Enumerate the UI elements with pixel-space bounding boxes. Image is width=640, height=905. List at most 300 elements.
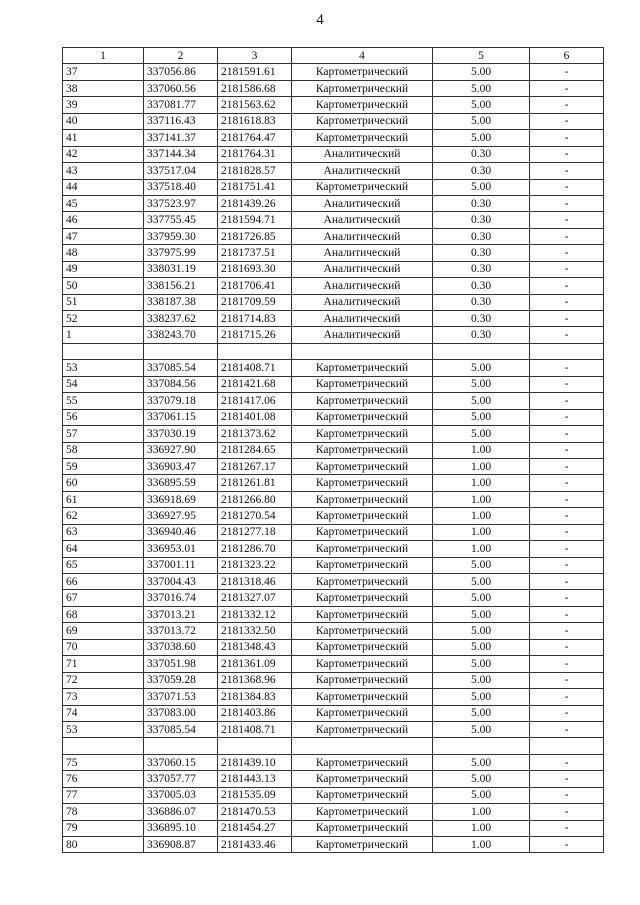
header-row [63, 48, 604, 64]
y-coordinate-cell: 2181693.30 [218, 261, 292, 277]
x-coordinate-cell: 337013.21 [144, 606, 218, 622]
y-coordinate-cell: 2181408.71 [218, 360, 292, 376]
accuracy-cell [433, 343, 530, 359]
table-row [63, 458, 604, 474]
table-row [63, 426, 604, 442]
accuracy-cell: 1.00 [433, 458, 530, 474]
table-row [63, 245, 604, 261]
note-cell: - [530, 113, 604, 129]
point-number-cell: 41 [63, 130, 144, 146]
accuracy-cell: 5.00 [433, 721, 530, 737]
y-coordinate-cell: 2181323.22 [218, 557, 292, 573]
point-number-cell: 46 [63, 212, 144, 228]
x-coordinate-cell: 337755.45 [144, 212, 218, 228]
method-cell: Картометрический [292, 574, 433, 590]
note-cell: - [530, 409, 604, 425]
table-body [63, 64, 604, 853]
method-cell: Аналитический [292, 278, 433, 294]
y-coordinate-cell [218, 738, 292, 754]
note-cell: - [530, 458, 604, 474]
point-number-cell: 65 [63, 557, 144, 573]
accuracy-cell: 5.00 [433, 590, 530, 606]
y-coordinate-cell: 2181594.71 [218, 212, 292, 228]
point-number-cell: 56 [63, 409, 144, 425]
x-coordinate-cell: 337030.19 [144, 426, 218, 442]
note-cell: - [530, 212, 604, 228]
y-coordinate-cell: 2181751.41 [218, 179, 292, 195]
note-cell: - [530, 656, 604, 672]
table-row [63, 491, 604, 507]
table-row [63, 130, 604, 146]
method-cell: Картометрический [292, 689, 433, 705]
table-row [63, 311, 604, 327]
accuracy-cell: 0.30 [433, 146, 530, 162]
y-coordinate-cell: 2181408.71 [218, 721, 292, 737]
point-number-cell: 80 [63, 837, 144, 853]
table-row [63, 787, 604, 803]
note-cell: - [530, 689, 604, 705]
x-coordinate-cell: 337523.97 [144, 195, 218, 211]
x-coordinate-cell: 337061.15 [144, 409, 218, 425]
accuracy-cell: 5.00 [433, 97, 530, 113]
point-number-cell: 61 [63, 491, 144, 507]
method-cell: Картометрический [292, 524, 433, 540]
point-number-cell: 64 [63, 541, 144, 557]
point-number-cell: 53 [63, 721, 144, 737]
point-number-cell: 47 [63, 228, 144, 244]
accuracy-cell: 5.00 [433, 64, 530, 80]
x-coordinate-cell: 337141.37 [144, 130, 218, 146]
method-cell: Картометрический [292, 130, 433, 146]
method-cell: Картометрический [292, 426, 433, 442]
note-cell: - [530, 491, 604, 507]
y-coordinate-cell: 2181373.62 [218, 426, 292, 442]
point-number-cell: 40 [63, 113, 144, 129]
note-cell: - [530, 623, 604, 639]
point-number-cell: 78 [63, 804, 144, 820]
note-cell: - [530, 524, 604, 540]
x-coordinate-cell: 337517.04 [144, 163, 218, 179]
x-coordinate-cell: 338031.19 [144, 261, 218, 277]
table-row [63, 327, 604, 343]
x-coordinate-cell: 336908.87 [144, 837, 218, 853]
accuracy-cell: 1.00 [433, 820, 530, 836]
note-cell: - [530, 804, 604, 820]
y-coordinate-cell: 2181443.13 [218, 771, 292, 787]
point-number-cell: 77 [63, 787, 144, 803]
note-cell: - [530, 228, 604, 244]
accuracy-cell: 5.00 [433, 639, 530, 655]
table-row [63, 80, 604, 96]
method-cell: Картометрический [292, 639, 433, 655]
accuracy-cell: 5.00 [433, 754, 530, 770]
note-cell [530, 343, 604, 359]
accuracy-cell: 5.00 [433, 656, 530, 672]
y-coordinate-cell: 2181277.18 [218, 524, 292, 540]
point-number-cell: 51 [63, 294, 144, 310]
x-coordinate-cell: 337081.77 [144, 97, 218, 113]
y-coordinate-cell: 2181563.62 [218, 97, 292, 113]
method-cell: Аналитический [292, 228, 433, 244]
accuracy-cell: 5.00 [433, 771, 530, 787]
table-row [63, 409, 604, 425]
accuracy-cell: 5.00 [433, 393, 530, 409]
method-cell: Картометрический [292, 705, 433, 721]
point-number-cell: 52 [63, 311, 144, 327]
note-cell: - [530, 837, 604, 853]
method-cell: Картометрический [292, 179, 433, 195]
table-row [63, 623, 604, 639]
point-number-cell: 74 [63, 705, 144, 721]
point-number-cell: 62 [63, 508, 144, 524]
x-coordinate-cell: 337071.53 [144, 689, 218, 705]
note-cell: - [530, 64, 604, 80]
table-row [63, 113, 604, 129]
note-cell: - [530, 606, 604, 622]
method-cell: Картометрический [292, 508, 433, 524]
y-coordinate-cell: 2181535.09 [218, 787, 292, 803]
accuracy-cell: 1.00 [433, 442, 530, 458]
note-cell: - [530, 787, 604, 803]
note-cell: - [530, 245, 604, 261]
note-cell: - [530, 195, 604, 211]
x-coordinate-cell: 337016.74 [144, 590, 218, 606]
point-number-cell: 70 [63, 639, 144, 655]
x-coordinate-cell: 337060.15 [144, 754, 218, 770]
method-cell: Картометрический [292, 113, 433, 129]
table-row [63, 820, 604, 836]
note-cell: - [530, 376, 604, 392]
y-coordinate-cell: 2181286.70 [218, 541, 292, 557]
y-coordinate-cell: 2181384.83 [218, 689, 292, 705]
table-row [63, 606, 604, 622]
x-coordinate-cell: 337013.72 [144, 623, 218, 639]
accuracy-cell: 5.00 [433, 376, 530, 392]
y-coordinate-cell: 2181332.12 [218, 606, 292, 622]
point-number-cell: 60 [63, 475, 144, 491]
point-number-cell: 42 [63, 146, 144, 162]
y-coordinate-cell: 2181454.27 [218, 820, 292, 836]
y-coordinate-cell: 2181439.10 [218, 754, 292, 770]
y-coordinate-cell: 2181403.86 [218, 705, 292, 721]
note-cell: - [530, 426, 604, 442]
x-coordinate-cell: 338237.62 [144, 311, 218, 327]
y-coordinate-cell [218, 343, 292, 359]
method-cell: Картометрический [292, 541, 433, 557]
table-row [63, 195, 604, 211]
note-cell: - [530, 557, 604, 573]
method-cell: Картометрический [292, 787, 433, 803]
method-cell: Картометрический [292, 409, 433, 425]
point-number-cell: 37 [63, 64, 144, 80]
method-cell: Аналитический [292, 163, 433, 179]
x-coordinate-cell: 336918.69 [144, 491, 218, 507]
accuracy-cell: 5.00 [433, 113, 530, 129]
note-cell: - [530, 97, 604, 113]
y-coordinate-cell: 2181586.68 [218, 80, 292, 96]
y-coordinate-cell: 2181332.50 [218, 623, 292, 639]
method-cell: Картометрический [292, 656, 433, 672]
accuracy-cell: 0.30 [433, 212, 530, 228]
table-row [63, 508, 604, 524]
accuracy-cell: 0.30 [433, 163, 530, 179]
y-coordinate-cell: 2181737.51 [218, 245, 292, 261]
method-cell: Картометрический [292, 475, 433, 491]
table-row [63, 689, 604, 705]
page-number: 4 [316, 12, 324, 28]
table-separator-row [63, 738, 604, 754]
accuracy-cell: 5.00 [433, 409, 530, 425]
table-row [63, 261, 604, 277]
point-number-cell: 73 [63, 689, 144, 705]
table-header [63, 48, 604, 64]
point-number-cell: 59 [63, 458, 144, 474]
accuracy-cell: 5.00 [433, 623, 530, 639]
note-cell: - [530, 574, 604, 590]
point-number-cell: 69 [63, 623, 144, 639]
x-coordinate-cell: 336903.47 [144, 458, 218, 474]
method-cell: Аналитический [292, 146, 433, 162]
accuracy-cell: 5.00 [433, 179, 530, 195]
point-number-cell: 54 [63, 376, 144, 392]
y-coordinate-cell: 2181726.85 [218, 228, 292, 244]
method-cell: Картометрический [292, 360, 433, 376]
accuracy-cell: 0.30 [433, 195, 530, 211]
accuracy-cell: 5.00 [433, 672, 530, 688]
point-number-cell: 79 [63, 820, 144, 836]
note-cell: - [530, 130, 604, 146]
x-coordinate-cell: 337975.99 [144, 245, 218, 261]
x-coordinate-cell: 337051.98 [144, 656, 218, 672]
table-row [63, 721, 604, 737]
method-cell: Картометрический [292, 393, 433, 409]
accuracy-cell: 0.30 [433, 311, 530, 327]
column-header: 5 [433, 48, 530, 64]
note-cell: - [530, 80, 604, 96]
note-cell: - [530, 639, 604, 655]
accuracy-cell: 5.00 [433, 80, 530, 96]
method-cell: Аналитический [292, 327, 433, 343]
y-coordinate-cell: 2181348.43 [218, 639, 292, 655]
x-coordinate-cell: 337959.30 [144, 228, 218, 244]
method-cell: Картометрический [292, 672, 433, 688]
table-row [63, 590, 604, 606]
table-row [63, 475, 604, 491]
accuracy-cell: 0.30 [433, 327, 530, 343]
x-coordinate-cell: 337060.56 [144, 80, 218, 96]
table-row [63, 804, 604, 820]
table-row [63, 376, 604, 392]
coordinates-table [62, 47, 604, 853]
method-cell: Аналитический [292, 294, 433, 310]
x-coordinate-cell: 337079.18 [144, 393, 218, 409]
method-cell: Аналитический [292, 212, 433, 228]
x-coordinate-cell: 338187.38 [144, 294, 218, 310]
method-cell: Картометрический [292, 442, 433, 458]
y-coordinate-cell: 2181401.08 [218, 409, 292, 425]
table-row [63, 524, 604, 540]
x-coordinate-cell [144, 343, 218, 359]
y-coordinate-cell: 2181267.17 [218, 458, 292, 474]
point-number-cell: 58 [63, 442, 144, 458]
point-number-cell: 66 [63, 574, 144, 590]
table-row [63, 656, 604, 672]
x-coordinate-cell: 337004.43 [144, 574, 218, 590]
point-number-cell: 63 [63, 524, 144, 540]
x-coordinate-cell: 337057.77 [144, 771, 218, 787]
point-number-cell: 43 [63, 163, 144, 179]
note-cell: - [530, 590, 604, 606]
accuracy-cell: 0.30 [433, 278, 530, 294]
table-row [63, 212, 604, 228]
accuracy-cell: 1.00 [433, 491, 530, 507]
table-row [63, 360, 604, 376]
point-number-cell: 57 [63, 426, 144, 442]
y-coordinate-cell: 2181470.53 [218, 804, 292, 820]
y-coordinate-cell: 2181618.83 [218, 113, 292, 129]
method-cell: Картометрический [292, 754, 433, 770]
method-cell: Аналитический [292, 245, 433, 261]
accuracy-cell: 5.00 [433, 574, 530, 590]
accuracy-cell: 1.00 [433, 524, 530, 540]
y-coordinate-cell: 2181439.26 [218, 195, 292, 211]
accuracy-cell: 5.00 [433, 787, 530, 803]
y-coordinate-cell: 2181270.54 [218, 508, 292, 524]
table-row [63, 574, 604, 590]
point-number-cell: 45 [63, 195, 144, 211]
x-coordinate-cell: 336927.90 [144, 442, 218, 458]
point-number-cell: 39 [63, 97, 144, 113]
point-number-cell: 68 [63, 606, 144, 622]
note-cell: - [530, 820, 604, 836]
accuracy-cell: 0.30 [433, 228, 530, 244]
x-coordinate-cell: 337059.28 [144, 672, 218, 688]
note-cell: - [530, 541, 604, 557]
note-cell: - [530, 327, 604, 343]
method-cell [292, 343, 433, 359]
table-row [63, 179, 604, 195]
method-cell: Картометрический [292, 97, 433, 113]
x-coordinate-cell: 337056.86 [144, 64, 218, 80]
note-cell: - [530, 278, 604, 294]
note-cell: - [530, 754, 604, 770]
column-header: 1 [63, 48, 144, 64]
method-cell: Аналитический [292, 261, 433, 277]
note-cell: - [530, 146, 604, 162]
note-cell: - [530, 163, 604, 179]
x-coordinate-cell: 337038.60 [144, 639, 218, 655]
x-coordinate-cell: 336895.10 [144, 820, 218, 836]
note-cell: - [530, 771, 604, 787]
point-number-cell: 49 [63, 261, 144, 277]
point-number-cell: 50 [63, 278, 144, 294]
accuracy-cell: 5.00 [433, 557, 530, 573]
note-cell: - [530, 508, 604, 524]
table-row [63, 163, 604, 179]
column-header: 6 [530, 48, 604, 64]
table-row [63, 557, 604, 573]
x-coordinate-cell: 336940.46 [144, 524, 218, 540]
accuracy-cell: 1.00 [433, 475, 530, 491]
y-coordinate-cell: 2181764.47 [218, 130, 292, 146]
point-number-cell: 72 [63, 672, 144, 688]
note-cell: - [530, 179, 604, 195]
note-cell: - [530, 721, 604, 737]
x-coordinate-cell: 337144.34 [144, 146, 218, 162]
accuracy-cell: 5.00 [433, 689, 530, 705]
method-cell: Картометрический [292, 804, 433, 820]
x-coordinate-cell: 337085.54 [144, 721, 218, 737]
y-coordinate-cell: 2181261.81 [218, 475, 292, 491]
accuracy-cell: 0.30 [433, 294, 530, 310]
accuracy-cell: 5.00 [433, 705, 530, 721]
x-coordinate-cell: 336953.01 [144, 541, 218, 557]
x-coordinate-cell [144, 738, 218, 754]
method-cell: Картометрический [292, 376, 433, 392]
table-row [63, 146, 604, 162]
point-number-cell: 55 [63, 393, 144, 409]
accuracy-cell: 1.00 [433, 508, 530, 524]
x-coordinate-cell: 337084.56 [144, 376, 218, 392]
y-coordinate-cell: 2181284.65 [218, 442, 292, 458]
y-coordinate-cell: 2181421.68 [218, 376, 292, 392]
point-number-cell: 48 [63, 245, 144, 261]
x-coordinate-cell: 337518.40 [144, 179, 218, 195]
accuracy-cell: 5.00 [433, 426, 530, 442]
table-row [63, 278, 604, 294]
note-cell [530, 738, 604, 754]
x-coordinate-cell: 337116.43 [144, 113, 218, 129]
column-header: 2 [144, 48, 218, 64]
table-separator-row [63, 343, 604, 359]
accuracy-cell: 1.00 [433, 804, 530, 820]
method-cell: Картометрический [292, 64, 433, 80]
point-number-cell: 75 [63, 754, 144, 770]
table-row [63, 442, 604, 458]
method-cell: Картометрический [292, 623, 433, 639]
method-cell: Аналитический [292, 195, 433, 211]
column-header: 4 [292, 48, 433, 64]
accuracy-cell: 1.00 [433, 541, 530, 557]
accuracy-cell [433, 738, 530, 754]
y-coordinate-cell: 2181764.31 [218, 146, 292, 162]
table-row [63, 705, 604, 721]
x-coordinate-cell: 338156.21 [144, 278, 218, 294]
method-cell: Картометрический [292, 721, 433, 737]
table-row [63, 639, 604, 655]
method-cell: Аналитический [292, 311, 433, 327]
method-cell: Картометрический [292, 606, 433, 622]
note-cell: - [530, 261, 604, 277]
method-cell [292, 738, 433, 754]
x-coordinate-cell: 337085.54 [144, 360, 218, 376]
y-coordinate-cell: 2181417.06 [218, 393, 292, 409]
table-row [63, 64, 604, 80]
accuracy-cell: 5.00 [433, 130, 530, 146]
x-coordinate-cell: 337083.00 [144, 705, 218, 721]
method-cell: Картометрический [292, 557, 433, 573]
method-cell: Картометрический [292, 590, 433, 606]
x-coordinate-cell: 336927.95 [144, 508, 218, 524]
method-cell: Картометрический [292, 820, 433, 836]
accuracy-cell: 0.30 [433, 245, 530, 261]
column-header: 3 [218, 48, 292, 64]
accuracy-cell: 5.00 [433, 606, 530, 622]
note-cell: - [530, 672, 604, 688]
note-cell: - [530, 475, 604, 491]
table-row [63, 294, 604, 310]
method-cell: Картометрический [292, 771, 433, 787]
